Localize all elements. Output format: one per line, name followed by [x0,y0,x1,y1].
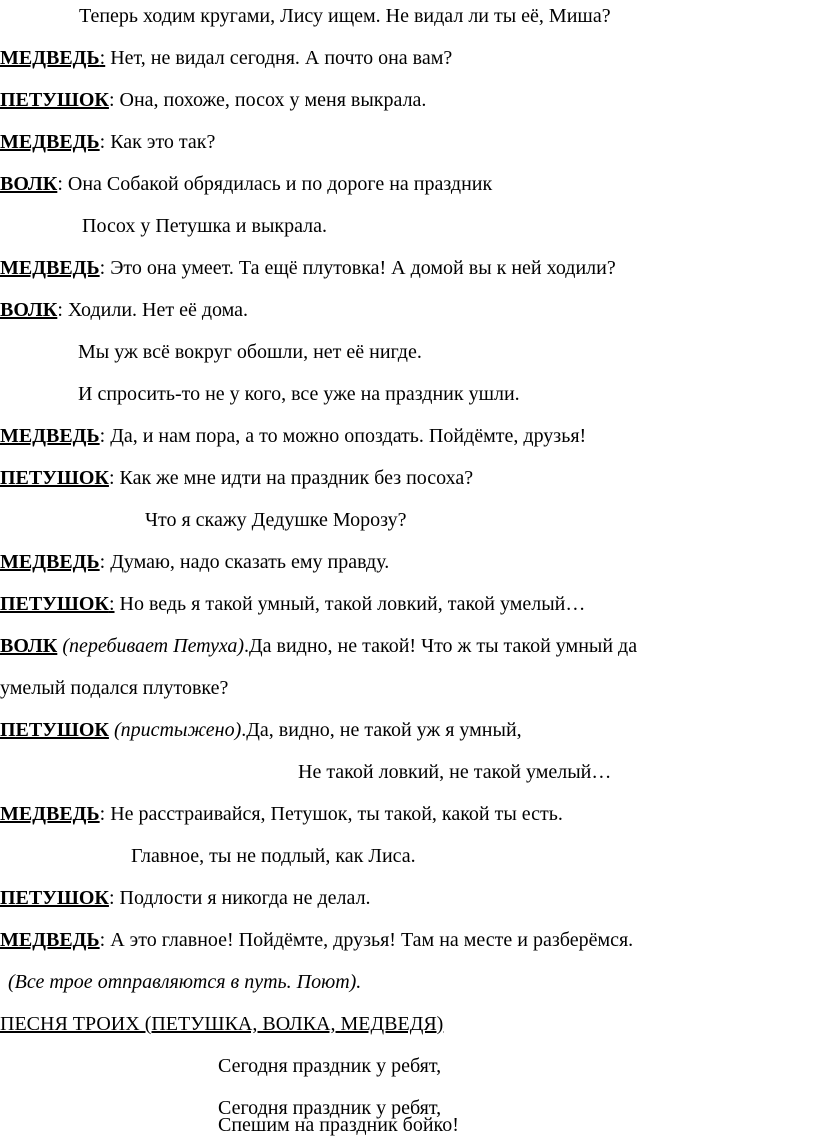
line-text: Но ведь я такой умный, такой ловкий, такой умелый… [114,593,586,615]
song-title [0,1011,443,1037]
line-text: Главное, ты не подлый, как Лиса. [131,845,416,867]
text-line [298,759,611,785]
speaker-separator: : [57,173,63,195]
speaker-name: ПЕТУШОК [0,89,109,111]
speaker-name: ВОЛК [0,635,58,657]
dialogue-line [0,255,616,281]
dialogue-line [0,927,633,953]
text-line [82,213,327,239]
speaker-separator: : [108,467,115,489]
dialogue-line [0,87,426,113]
speaker-name: ВОЛК [0,299,58,321]
speaker-name: МЕДВЕДЬ [0,131,100,153]
speaker-separator: : [99,929,106,951]
line-text: Подлости я никогда не делал. [114,887,371,909]
dialogue-line [0,885,371,911]
text-line [0,675,228,701]
dialogue-line [0,423,586,449]
stage-remark: (перебивает Петуха) [57,635,245,657]
speaker-name: ПЕТУШОК [0,887,109,909]
line-text: Это она умеет. Та ещё плутовка! А домой вы к ней ходили? [105,257,616,279]
song-line [218,1112,459,1138]
speaker-name: МЕДВЕДЬ [0,803,100,825]
dialogue-line [0,45,452,71]
dialogue-line [0,591,585,617]
speaker-name: МЕДВЕДЬ [0,551,100,573]
line-text: Что я скажу Дедушке Морозу? [145,509,407,531]
stage-remark: (пристыжено) [108,719,242,741]
song-line [218,1053,441,1079]
text-line [131,843,416,869]
speaker-name: МЕДВЕДЬ [0,425,100,447]
speaker-separator: : [57,299,63,321]
text-line [79,3,611,29]
line-text: Не такой ловкий, не такой умелый… [298,761,612,783]
dialogue-line [0,129,215,155]
speaker-separator: : [99,551,106,573]
speaker-name: ПЕТУШОК [0,719,109,741]
line-text: Она Собакой обрядилась и по дороге на праздник [62,173,493,195]
text-line [78,381,520,407]
stage-direction [8,969,361,995]
line-text: Спешим на праздник бойко! [218,1114,459,1136]
line-text: Ходили. Нет её дома. [62,299,249,321]
dialogue-line [0,549,389,575]
speaker-separator: : [99,803,106,825]
line-text: Как же мне идти на праздник без посоха? [114,467,474,489]
line-text: Как это так? [105,131,216,153]
dialogue-line [0,465,473,491]
speaker-separator: : [99,257,106,279]
line-text: Сегодня праздник у ребят, [218,1055,442,1077]
line-text: Да, и нам пора, а то можно опоздать. Пойдёмте, друзья! [105,425,587,447]
speaker-separator: : [108,593,115,615]
speaker-name: ПЕТУШОК [0,593,109,615]
line-text: .Да видно, не такой! Что ж ты такой умный да [244,635,638,657]
speaker-separator: : [108,89,115,111]
line-text: .Да, видно, не такой уж я умный, [241,719,522,741]
dialogue-line [0,717,522,743]
speaker-name: МЕДВЕДЬ [0,929,100,951]
line-text: Посох у Петушка и выкрала. [82,215,328,237]
line-text: Думаю, надо сказать ему правду. [105,551,390,573]
speaker-separator: : [108,887,115,909]
speaker-separator: : [99,131,106,153]
dialogue-line [0,633,637,659]
text-line [78,339,422,365]
line-text: (Все трое отправляются в путь. Поют). [8,971,362,993]
line-text: Сегодня праздник у ребят, [218,1097,442,1119]
line-text: А это главное! Пойдёмте, друзья! Там на месте и разберёмся. [105,929,634,951]
line-text: И спросить-то не у кого, все уже на праздник ушли. [78,383,520,405]
dialogue-line [0,171,492,197]
speaker-name: ВОЛК [0,173,58,195]
line-text: Теперь ходим кругами, Лису ищем. Не видал ли ты её, Миша? [79,5,611,27]
line-text: Она, похоже, посох у меня выкрала. [114,89,427,111]
speaker-name: МЕДВЕДЬ [0,257,100,279]
speaker-name: ПЕТУШОК [0,467,109,489]
dialogue-line [0,801,563,827]
speaker-name: МЕДВЕДЬ [0,47,100,69]
speaker-separator: : [99,425,106,447]
line-text: умелый подался плутовке? [0,677,229,699]
line-text: Нет, не видал сегодня. А почто она вам? [105,47,453,69]
speaker-separator: : [99,47,106,69]
line-text: ПЕСНЯ ТРОИХ (ПЕТУШКА, ВОЛКА, МЕДВЕДЯ) [0,1013,444,1035]
line-text: Не расстраивайся, Петушок, ты такой, какой ты есть. [105,803,563,825]
dialogue-line [0,297,248,323]
text-line [145,507,406,533]
line-text: Мы уж всё вокруг обошли, нет её нигде. [78,341,422,363]
